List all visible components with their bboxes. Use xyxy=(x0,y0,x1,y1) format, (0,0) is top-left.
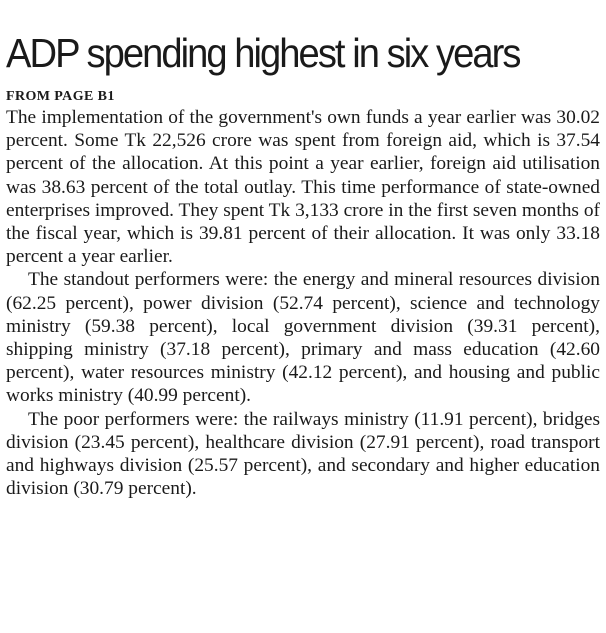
article-headline: ADP spending highest in six years xyxy=(6,30,520,76)
article-paragraph-1: The implementation of the government's own funds a year earlier was 30.02 percent. Some Tk 22,526 crore was spent from foreign aid, which is 37.54 percent of the allocation. At this point a year earlier, foreign aid utilisation was 38.63 percent of the total outlay. This time performance of state-owned enterprises improved. They spent Tk 3,133 crore in the first seven months of the fiscal year, which is 39.81 percent of their allocation. It was only 33.18 percent a year earlier. xyxy=(6,107,600,268)
article-paragraph-2: The standout performers were: the energy and mineral resources division (62.25 percent), power division (52.74 percent), science and technology ministry (59.38 percent), local government division (39.31 percent), shipping ministry (37.18 percent), primary and mass education (42.60 percent), water resources ministry (42.12 percent), and housing and public works ministry (40.99 percent). xyxy=(6,269,600,407)
article-paragraph-3: The poor performers were: the railways ministry (11.91 percent), bridges division (23.45 percent), healthcare division (27.91 percent), road transport and highways division (25.57 percent), and secondary and higher education division (30.79 percent). xyxy=(6,408,600,500)
article-dateline: FROM PAGE B1 xyxy=(6,89,115,104)
